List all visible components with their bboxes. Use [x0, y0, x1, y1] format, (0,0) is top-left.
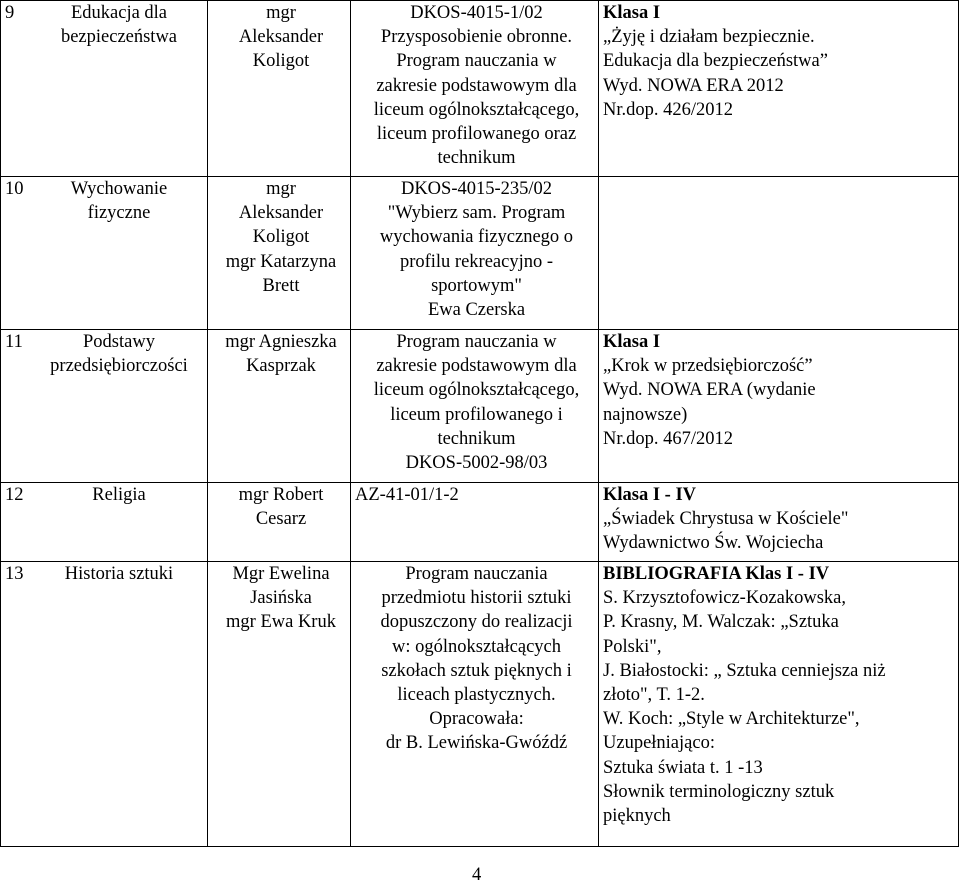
textbook-line: Nr.dop. 426/2012	[603, 99, 734, 120]
teacher-line: Koligot	[252, 51, 310, 72]
textbook-line: Polski",	[603, 636, 662, 657]
program-line: liceum ogólnokształcącego,	[373, 99, 580, 120]
teacher-line: Koligot	[252, 227, 310, 248]
row-number: 9	[5, 3, 15, 23]
textbook-line: najnowsze)	[603, 404, 688, 425]
textbook-line: „Świadek Chrystusa w Kościele"	[603, 509, 849, 530]
textbook-line: Wyd. NOWA ERA 2012	[603, 75, 784, 96]
program-cell	[351, 1, 599, 177]
textbook-line: Edukacja dla bezpieczeństwa”	[603, 51, 828, 72]
teacher-line: mgr Ewa Kruk	[226, 612, 336, 633]
teacher-line: mgr Agnieszka	[225, 332, 337, 352]
program-line: wychowania fizycznego o	[379, 227, 574, 248]
row-number: 11	[5, 332, 23, 352]
program-line: w: ogólnokształcących	[391, 636, 561, 657]
teacher-line: Brett	[262, 275, 300, 296]
teacher-cell	[208, 1, 351, 177]
program-line: DKOS-4015-1/02	[410, 3, 543, 23]
program-cell	[351, 562, 599, 847]
teacher-line: mgr Katarzyna	[225, 251, 337, 272]
textbook-class: Klasa I	[603, 332, 661, 352]
subject-line: bezpieczeństwa	[60, 27, 178, 48]
program-line: sportowym"	[431, 275, 522, 296]
program-line: Program nauczania w	[396, 51, 557, 72]
subject-line: Historia sztuki	[64, 564, 174, 584]
subject-line: Podstawy	[83, 332, 155, 352]
subject-cell	[1, 330, 208, 483]
table-row	[1, 330, 959, 483]
textbook-cell	[599, 1, 959, 177]
textbook-line: Słownik terminologiczny sztuk	[603, 781, 835, 802]
subject-line: Wychowanie	[70, 179, 168, 199]
program-line: DKOS-5002-98/03	[405, 453, 548, 474]
textbook-line: S. Krzysztofowicz-Kozakowska,	[603, 588, 846, 609]
program-line: technikum	[437, 428, 516, 449]
textbook-cell	[599, 330, 959, 483]
teacher-cell	[208, 330, 351, 483]
program-line: DKOS-4015-235/02	[400, 179, 553, 199]
program-line: liceum ogólnokształcącego,	[373, 380, 580, 401]
teacher-line: Aleksander	[238, 203, 324, 224]
textbook-line: złoto", T. 1-2.	[603, 685, 705, 706]
textbook-line: „Żyję i działam bezpiecznie.	[603, 27, 815, 48]
subject-cell	[1, 483, 208, 562]
textbook-line: J. Białostocki: „ Sztuka cenniejsza niż	[603, 660, 886, 681]
subject-line: Religia	[92, 485, 146, 505]
program-line: AZ-41-01/1-2	[355, 485, 459, 505]
textbook-line: Sztuka świata t. 1 -13	[603, 757, 763, 778]
subject-cell	[1, 1, 208, 177]
program-line: Opracowała:	[429, 709, 524, 730]
subject-line: Edukacja dla	[70, 3, 168, 23]
program-line: liceum profilowanego oraz	[376, 124, 577, 145]
teacher-line: mgr	[266, 179, 296, 199]
teacher-cell	[208, 562, 351, 847]
program-line: dopuszczony do realizacji	[380, 612, 573, 633]
program-cell	[351, 177, 599, 330]
textbook-class: Klasa I	[603, 3, 661, 23]
teacher-line: Jasińska	[250, 588, 312, 609]
program-line: szkołach sztuk pięknych i	[381, 660, 572, 681]
program-line: Program nauczania w	[396, 332, 557, 352]
program-cell	[351, 330, 599, 483]
program-line: Ewa Czerska	[427, 300, 526, 321]
subject-cell	[1, 177, 208, 330]
program-cell	[351, 483, 599, 562]
program-line: Przysposobienie obronne.	[380, 27, 573, 48]
textbook-class: Klasa I - IV	[603, 485, 697, 505]
program-line: profilu rekreacyjno -	[399, 251, 554, 272]
page-number: 4	[472, 865, 482, 885]
textbook-line: Wydawnictwo Św. Wojciecha	[603, 533, 824, 554]
row-number: 12	[5, 485, 24, 505]
textbook-line: pięknych	[603, 806, 671, 827]
row-number: 10	[5, 179, 24, 199]
textbook-line: Nr.dop. 467/2012	[603, 428, 734, 449]
program-line: przedmiotu historii sztuki	[381, 588, 572, 609]
program-line: liceach plastycznych.	[397, 685, 556, 706]
table-row	[1, 177, 959, 330]
textbook-cell	[599, 177, 959, 330]
textbook-line: P. Krasny, M. Walczak: „Sztuka	[603, 612, 839, 633]
teacher-cell	[208, 177, 351, 330]
program-line: dr B. Lewińska-Gwóźdź	[385, 733, 568, 754]
teacher-cell	[208, 483, 351, 562]
textbook-line: Wyd. NOWA ERA (wydanie	[603, 380, 816, 401]
subject-cell	[1, 562, 208, 847]
teacher-line: Aleksander	[238, 27, 324, 48]
table-row	[1, 562, 959, 847]
program-line: Program nauczania	[405, 564, 548, 584]
textbook-line: W. Koch: „Style w Architekturze",	[603, 709, 860, 730]
teacher-line: Kasprzak	[246, 356, 316, 377]
textbook-cell	[599, 562, 959, 847]
program-line: liceum profilowanego i	[390, 404, 563, 425]
program-line: zakresie podstawowym dla	[376, 75, 577, 96]
teacher-line: Mgr Ewelina	[232, 564, 330, 584]
program-line: zakresie podstawowym dla	[376, 356, 577, 377]
textbook-cell	[599, 483, 959, 562]
program-line: technikum	[437, 148, 516, 169]
textbook-class: BIBLIOGRAFIA Klas I - IV	[603, 564, 830, 584]
textbook-line: „Krok w przedsiębiorczość”	[603, 356, 813, 377]
table-row	[1, 483, 959, 562]
table-row	[1, 1, 959, 177]
teacher-line: mgr Robert	[238, 485, 324, 505]
teacher-line: mgr	[266, 3, 296, 23]
program-line: "Wybierz sam. Program	[387, 203, 566, 224]
textbook-line: Uzupełniająco:	[603, 733, 715, 754]
subject-line: przedsiębiorczości	[50, 356, 188, 377]
teacher-line: Cesarz	[255, 509, 307, 530]
subject-line: fizyczne	[87, 203, 151, 224]
row-number: 13	[5, 564, 24, 584]
